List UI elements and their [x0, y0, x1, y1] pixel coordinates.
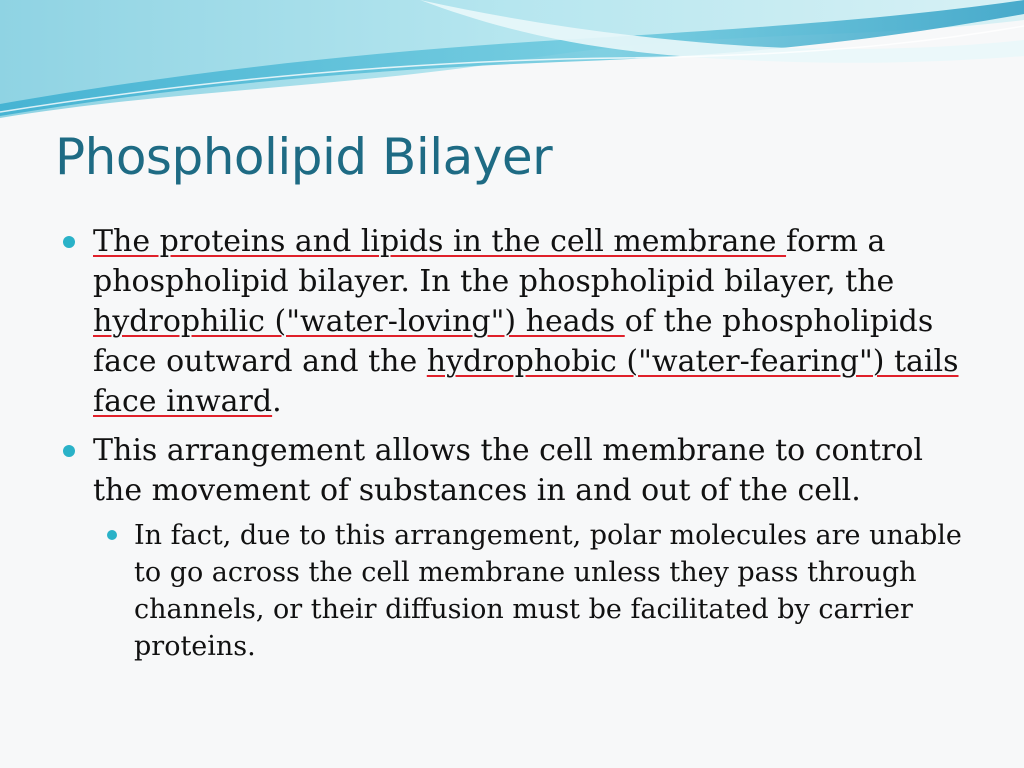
header-wave-decoration	[0, 0, 1024, 130]
text-segment: .	[272, 384, 282, 419]
sub-bullet-text: In fact, due to this arrangement, polar molecules are unable to go across the cell membrane unless they pass through channels, or their diffusion must be facilitated by carrier proteins.	[134, 520, 962, 662]
bullet-item	[93, 431, 973, 511]
text-segment: of the phospholipids face outward and the	[93, 304, 934, 379]
bullet-text: This arrangement allows the cell membrane to control the movement of substances in and out of the cell.	[93, 433, 923, 508]
slide-title: Phospholipid Bilayer	[55, 128, 553, 186]
underlined-phrase: hydrophobic ("water-fearing") tails face inward	[93, 344, 959, 419]
text-segment: form a phospholipid bilayer. In the phospholipid bilayer, the	[93, 224, 895, 299]
bullet-dot-icon	[63, 445, 75, 457]
slide-content	[0, 222, 1024, 665]
underlined-phrase: hydrophilic ("water-loving") heads	[93, 304, 625, 339]
sub-bullet-item	[134, 517, 974, 665]
underlined-phrase: The proteins and lipids in the cell membrane	[93, 224, 787, 259]
bullet-item	[93, 222, 973, 422]
bullet-dot-icon	[63, 236, 75, 248]
sub-bullet-dot-icon	[107, 530, 117, 540]
